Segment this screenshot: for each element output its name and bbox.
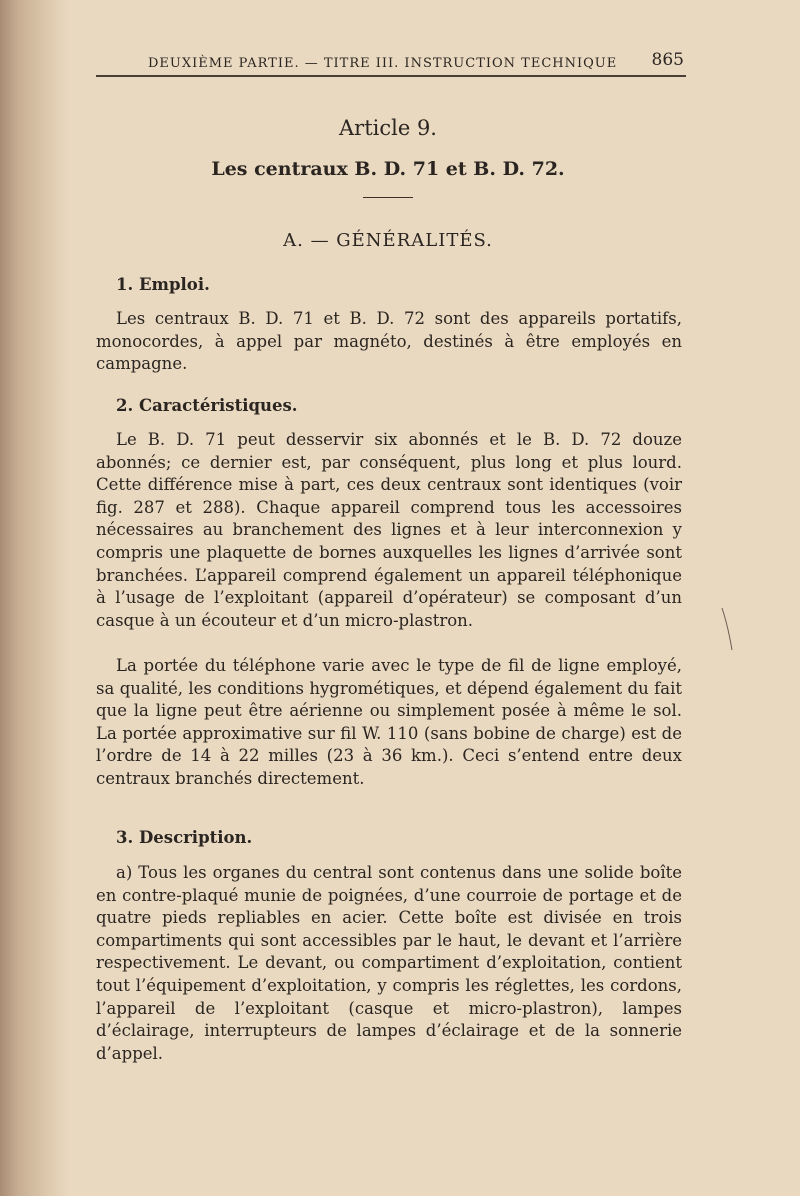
article-title: Article 9. bbox=[339, 116, 437, 140]
section-heading: A. — GÉNÉRALITÉS. bbox=[283, 230, 493, 251]
running-head-rule bbox=[96, 75, 686, 77]
paragraph-caracteristiques-2: La portée du téléphone varie avec le type de fil de ligne employé, sa qualité, les conditions hygrométiques, et dépend également du fait que la ligne peut être aérienne ou simplement posée à même le sol. La portée approximative sur fil W. 110 (sans bobine de charge) est de l’ordre de 14 à 22 milles (23 à 36 km.). Ceci s’entend entre deux centraux branchés directement. bbox=[96, 656, 682, 788]
paragraph-caracteristiques-1: Le B. D. 71 peut desservir six abonnés et le B. D. 72 douze abonnés; ce dernier est, par conséquent, plus long et plus lourd. Cette différence mise à part, ces deux centraux sont identiques (voir fig. 287 et 288). Chaque appareil comprend tous les accessoires nécessaires au branchement des lignes et à leur interconnexion y compris une plaquette de bornes auxquelles les lignes d’arrivée sont branchées. L’appareil comprend également un appareil téléphonique à l’usage de l’exploitant (appareil d’opérateur) se composant d’un casque à un écouteur et d’un micro-plastron. bbox=[96, 430, 682, 630]
article-subtitle: Les centraux B. D. 71 et B. D. 72. bbox=[211, 158, 565, 180]
paragraph-description: a) Tous les organes du central sont contenus dans une solide boîte en contre-plaqué munie de poignées, d’une courroie de portage et de quatre pieds repliables en acier. Cette boîte est divisée en trois compartiments qui sont accessibles par le haut, le devant et l’arrière respectivement. Le devant, ou compartiment d’exploitation, contient tout l’équipement d’exploitation, y compris les réglettes, les cordons, l’appareil de l’exploitant (casque et micro-plastron), lampes d’éclairage, interrupteurs de lampes d’éclairage et de la sonnerie d’appel. bbox=[96, 863, 682, 1063]
subsection-heading-description: 3. Description. bbox=[116, 828, 253, 847]
running-head bbox=[146, 50, 686, 74]
running-head-text: DEUXIÈME PARTIE. — TITRE III. INSTRUCTION TECHNIQUE bbox=[148, 56, 618, 71]
title-divider bbox=[363, 197, 413, 198]
page-number: 865 bbox=[651, 50, 684, 70]
pencil-mark bbox=[720, 606, 738, 652]
subsection-heading-caracteristiques: 2. Caractéristiques. bbox=[116, 396, 298, 415]
paragraph-emploi: Les centraux B. D. 71 et B. D. 72 sont des appareils portatifs, monocordes, à appel par magnéto, destinés à être employés en campagne. bbox=[96, 309, 682, 374]
subsection-heading-emploi: 1. Emploi. bbox=[116, 275, 210, 294]
